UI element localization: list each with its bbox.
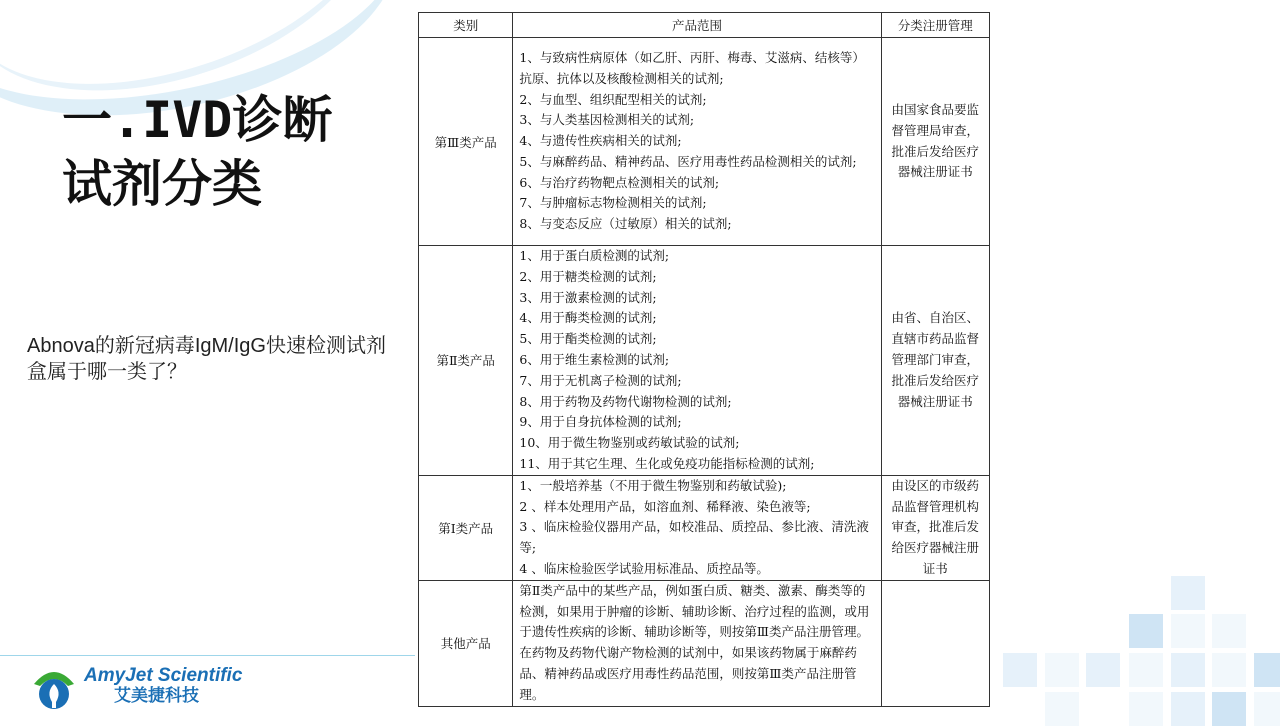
category-cell: 第Ⅱ类产品 bbox=[419, 246, 513, 476]
category-cell: 第Ⅲ类产品 bbox=[419, 38, 513, 246]
scope-item: 1、与致病性病原体（如乙肝、丙肝、梅毒、艾滋病、结核等）抗原、抗体以及核酸检测相关的试剂; bbox=[519, 49, 865, 86]
scope-item: 9、用于自身抗体检测的试剂; bbox=[519, 414, 682, 430]
scope-item: 3、与人类基因检测相关的试剂; bbox=[519, 112, 695, 128]
scope-item: 7、用于无机离子检测的试剂; bbox=[519, 372, 682, 388]
header-scope: 产品范围 bbox=[513, 13, 881, 38]
company-logo bbox=[30, 662, 242, 710]
scope-cell bbox=[513, 580, 881, 706]
header-management: 分类注册管理 bbox=[881, 13, 989, 38]
ivd-classification-table bbox=[418, 12, 990, 707]
category-cell: 其他产品 bbox=[419, 580, 513, 706]
scope-cell bbox=[513, 246, 881, 476]
management-cell: 由设区的市级药品监督管理机构审查，批准后发给医疗器械注册证书 bbox=[881, 475, 989, 580]
header-category: 类别 bbox=[419, 13, 513, 38]
scope-cell bbox=[513, 475, 881, 580]
slide-title: 一.IVD诊断 试剂分类 bbox=[62, 91, 333, 213]
logo-chinese: 艾美捷科技 bbox=[114, 686, 199, 705]
scope-item: 3、用于激素检测的试剂; bbox=[519, 289, 657, 305]
scope-item: 5、与麻醉药品、精神药品、医疗用毒性药品检测相关的试剂; bbox=[519, 153, 857, 169]
scope-item: 6、与治疗药物靶点检测相关的试剂; bbox=[519, 174, 720, 190]
scope-item: 7、与肿瘤标志物检测相关的试剂; bbox=[519, 195, 707, 211]
scope-item: 6、用于维生素检测的试剂; bbox=[519, 351, 670, 367]
scope-item: 10、用于微生物鉴别或药敏试验的试剂; bbox=[519, 435, 740, 451]
management-cell: 由国家食品要监督管理局审查，批准后发给医疗器械注册证书 bbox=[881, 38, 989, 246]
table-row bbox=[419, 246, 990, 476]
scope-item: 5、用于酯类检测的试剂; bbox=[519, 331, 657, 347]
scope-item: 8、用于药物及药物代谢物检测的试剂; bbox=[519, 393, 732, 409]
question-text: Abnova的新冠病毒IgM/IgG快速检测试剂盒属于哪一类了？ bbox=[27, 335, 386, 383]
logo-english: AmyJet Scientific bbox=[84, 665, 243, 686]
scope-item: 2、用于糖类检测的试剂; bbox=[519, 268, 657, 284]
scope-item: 2、与血型、组织配型相关的试剂; bbox=[519, 91, 707, 107]
scope-item: 1、一般培养基（不用于微生物鉴别和药敏试验); bbox=[519, 477, 787, 493]
footer-divider bbox=[0, 655, 415, 656]
scope-item: 4、与遗传性疾病相关的试剂; bbox=[519, 133, 682, 149]
scope-item: 4 、临床检验医学试验用标准品、质控品等。 bbox=[519, 560, 769, 576]
logo-icon bbox=[30, 662, 78, 710]
scope-cell bbox=[513, 38, 881, 246]
management-cell bbox=[881, 580, 989, 706]
scope-item: 3 、临床检验仪器用产品，如校准品、质控品、参比液、清洗液等; bbox=[519, 519, 869, 556]
category-cell: 第Ⅰ类产品 bbox=[419, 475, 513, 580]
management-cell: 由省、自治区、直辖市药品监督管理部门审查，批准后发给医疗器械注册证书 bbox=[881, 246, 989, 476]
table-row bbox=[419, 475, 990, 580]
scope-item: 4、用于酶类检测的试剂; bbox=[519, 310, 657, 326]
scope-item: 2 、样本处理用产品，如溶血剂、稀释液、染色液等; bbox=[519, 498, 811, 514]
table-row bbox=[419, 38, 990, 246]
scope-item: 8、与变态反应（过敏原）相关的试剂; bbox=[519, 216, 732, 232]
scope-item: 第Ⅱ类产品中的某些产品，例如蛋白质、糖类、激素、酶类等的检测，如果用于肿瘤的诊断、辅助诊断、治疗过程的监测，或用于遗传性疾病的诊断、辅助诊断等，则按第Ⅲ类产品注册管理。在药物及药物代谢产物检测的试剂中，如果该药物属于麻醉药品、精神药品或医疗用毒性药品范围，则按第Ⅲ类产品注册管理。 bbox=[519, 582, 870, 702]
table-row bbox=[419, 580, 990, 706]
scope-item: 1、用于蛋白质检测的试剂; bbox=[519, 248, 670, 263]
table-header-row bbox=[419, 13, 990, 38]
scope-item: 11、用于其它生理、生化或免疫功能指标检测的试剂; bbox=[519, 455, 815, 471]
